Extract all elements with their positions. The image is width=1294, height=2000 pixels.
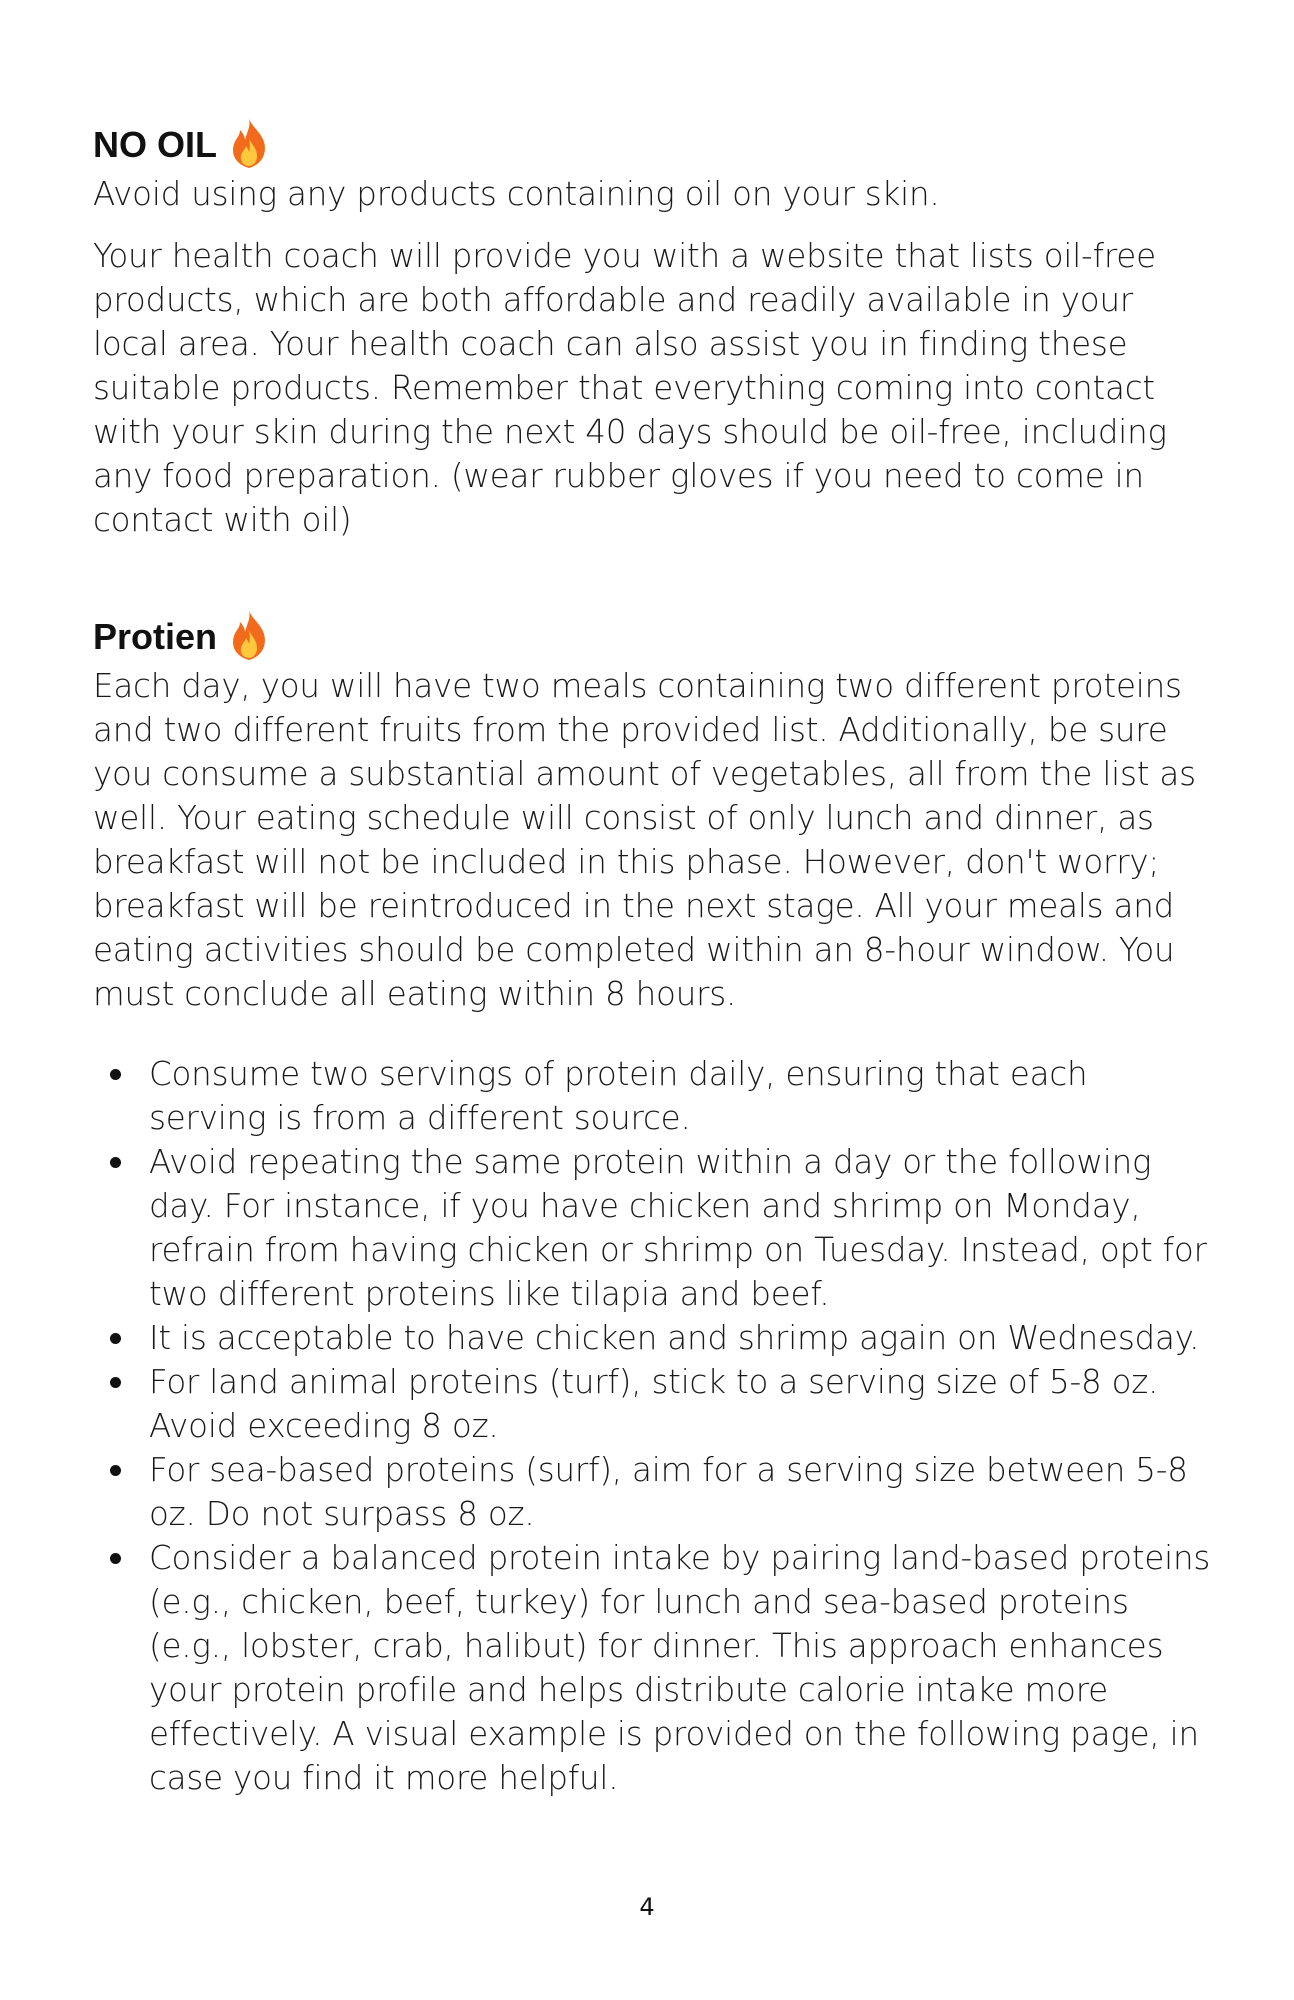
list-item-text: Consider a balanced protein intake by pairing land-based proteins (e.g., chicken, beef, turkey) for lunch and sea-based proteins (e.g., lobster, crab, halibut) for dinner. This approach enhances your protein profile and helps distribute calorie intake more effectively. A visual example is provided on the following page, in case you find it more helpful. [149,1539,1211,1797]
bullet-dot [110,1157,121,1168]
document-page [93,118,1213,1800]
section-no-oil [93,118,1213,542]
page-number: 4 [639,1893,655,1921]
section-title-protein [93,610,1213,664]
list-item-text: For land animal proteins (turf), stick to a serving size of 5-8 oz. Avoid exceeding 8 oz. [149,1363,1159,1445]
list-item [93,1316,1213,1360]
bullet-dot [110,1069,121,1080]
section-protein [93,610,1213,1800]
list-item-text: For sea-based proteins (surf), aim for a serving size between 5-8 oz. Do not surpass 8 oz. [149,1451,1188,1533]
bullet-dot [110,1465,121,1476]
fire-icon [227,116,271,170]
list-item [93,1052,1213,1140]
section-title-text: NO OIL [93,124,217,165]
bullet-dot [110,1553,121,1564]
paragraph: Your health coach will provide you with a website that lists oil-free products, which are both affordable and readily available in your local area. Your health coach can also assist you in finding these suitable products. Remember that everything coming into contact with your skin during the next 40 days should be oil-free, including any food preparation. (wear rubber gloves if you need to come in contact with oil) [93,237,1167,539]
list-item [93,1448,1213,1536]
paragraph: Each day, you will have two meals containing two different proteins and two different fruits from the provided list. Additionally, be sure you consume a substantial amount of vegetables, all from the list as well. Your eating schedule will consist of only lunch and dinner, as breakfast will not be included in this phase. However, don't worry; breakfast will be reintroduced in the next stage. All your meals and eating activities should be completed within an 8-hour window. You must conclude all eating within 8 hours. [93,667,1196,1013]
list-item-text: Avoid repeating the same protein within a day or the following day. For instance, if you have chicken and shrimp on Monday, refrain from having chicken or shrimp on Tuesday. Instead, opt for two different proteins like tilapia and beef. [149,1143,1207,1313]
paragraph: Avoid using any products containing oil on your skin. [93,175,940,213]
list-item [93,1536,1213,1800]
list-item-text: Consume two servings of protein daily, ensuring that each serving is from a different source. [149,1055,1088,1137]
section-title-text: Protien [93,616,218,657]
list-item [93,1140,1213,1316]
bullet-dot [110,1333,121,1344]
fire-icon [227,608,271,662]
bullet-dot [110,1377,121,1388]
section-title-no-oil [93,118,1213,172]
bullet-list [93,1052,1213,1800]
list-item [93,1360,1213,1448]
list-item-text: It is acceptable to have chicken and shrimp again on Wednesday. [149,1319,1200,1357]
